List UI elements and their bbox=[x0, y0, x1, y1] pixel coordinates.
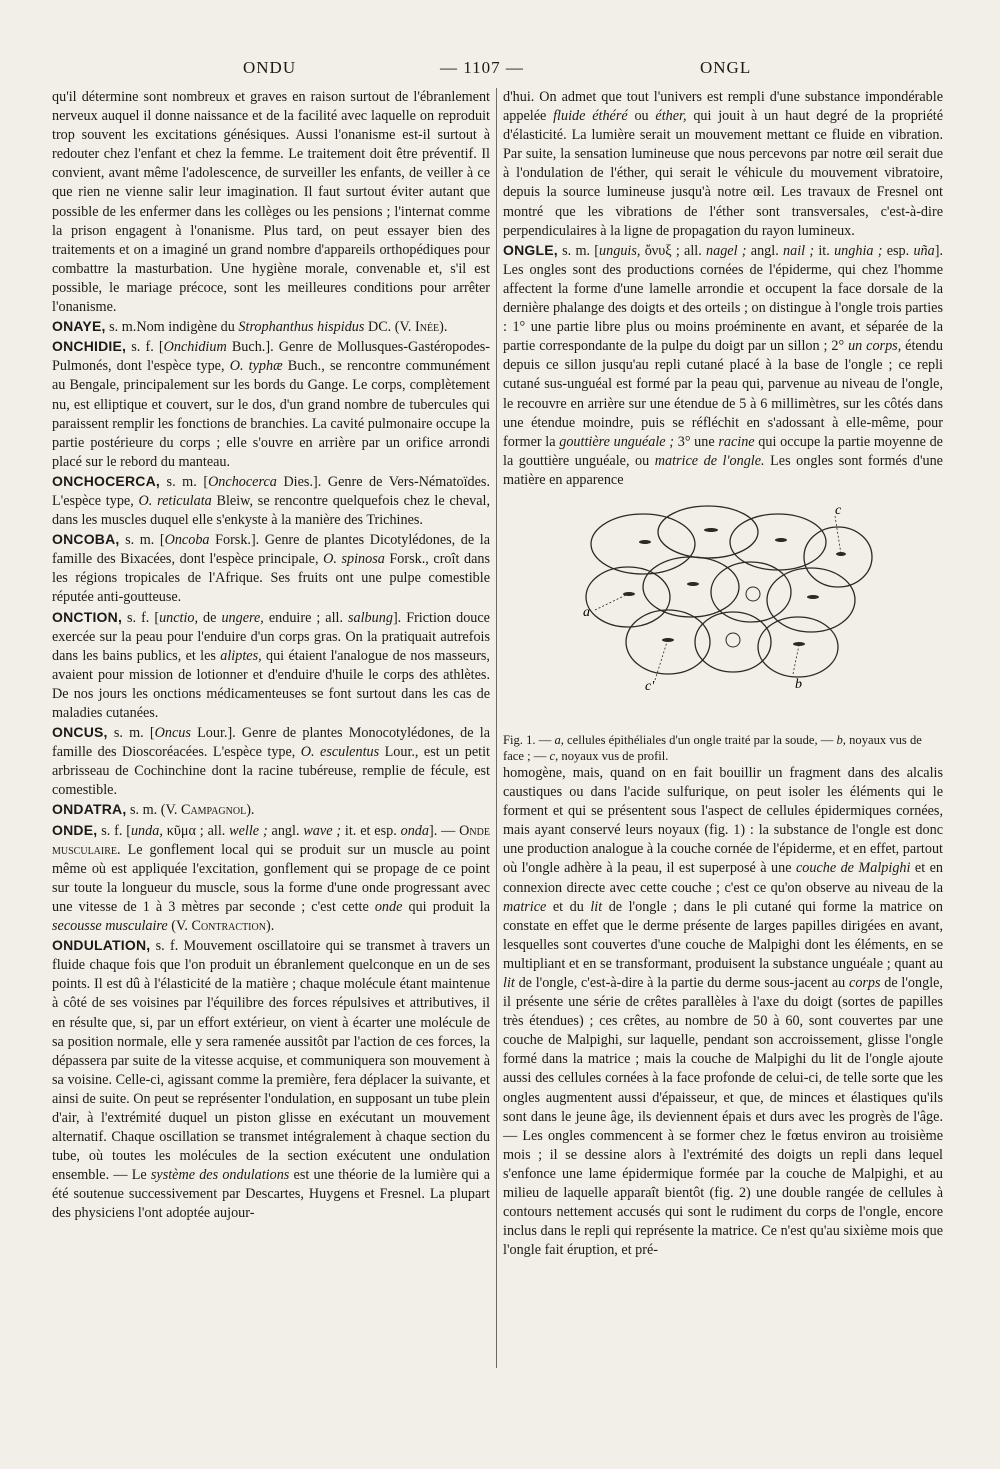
paragraph-ondulation-continued bbox=[503, 88, 943, 241]
entry-text: ). bbox=[439, 319, 448, 336]
entry-italic: racine bbox=[718, 433, 755, 450]
entry-italic: Onchocerca bbox=[208, 473, 277, 490]
running-head-left: ONDU bbox=[243, 58, 297, 77]
entry-italic: uña bbox=[913, 242, 935, 259]
caption-italic: b, bbox=[836, 732, 846, 747]
entry-text: ). bbox=[246, 802, 255, 819]
entry-text: s. f. [ bbox=[122, 609, 160, 626]
entry-text: ou bbox=[627, 108, 656, 125]
entry-italic: matrice bbox=[503, 898, 547, 915]
entry-oncoba bbox=[52, 530, 490, 607]
headword: ONCTION, bbox=[52, 608, 123, 625]
entry-italic: lit bbox=[590, 898, 603, 915]
entry-text: étendu depuis ce sillon jusqu'au repli cutané placé à la base de l'ongle ; ce repli cutané sus-unguéal est formé par la peau qui, parvenue au niveau de l'ongle, le recouvre en arrière sur une étendue de 5 à 6 millimètres, sur les côtés dans une étendue moindre, puis se réfléchit en s'adossant à elle-même, pour former la bbox=[503, 338, 943, 450]
entry-oncus bbox=[52, 723, 490, 800]
caption-text: cellules épithéliales d'un ongle traité par la soude, — bbox=[563, 732, 837, 747]
right-column bbox=[503, 88, 943, 1260]
entry-text: Lour.]. Genre de plantes Monocotylédones, de la famille des Dioscoréacées. L'espèce type, bbox=[52, 725, 490, 761]
entry-text: s. m. [ bbox=[159, 473, 209, 490]
entry-onction bbox=[52, 608, 490, 724]
entry-text: it. et esp. bbox=[341, 822, 401, 839]
entry-italic: Oncoba bbox=[164, 532, 210, 549]
running-head-right: ONGL bbox=[700, 58, 752, 77]
entry-text: enduire ; all. bbox=[263, 609, 348, 626]
left-column bbox=[52, 88, 490, 1378]
caption-text: noyaux vus de profil. bbox=[558, 748, 669, 763]
entry-text: qui produit la bbox=[402, 898, 490, 915]
entry-text: s. f. Mouvement oscillatoire qui se transmet à travers un fluide chaque fois que l'on produit un ébranlement quelconque en un de ses points. Il est dû à l'élasticité de la matière ; chaque molécule étant maintenue à côté de ses voisines par l'équilibre des forces répulsives et attributives, il en résulte que, si, par un effort extérieur, on vient à écarter une molécule de sa position normale, elle y sera ramenée aussitôt par l'action de ces forces, la dépassera par suite de la vitesse acquise, et communiquera son mouvement à sa voisine. Celle-ci, agissant comme la première, fera déplacer la suivante, et ainsi de suite. On peut se représenter l'ondulation, en supposant un tube plein d'air, à l'extrémité duquel un piston glisse en exécutant un mouvement alternatif. Chaque oscillation se transmet intégralement à chaque section du tube, où toutes les molécules de la section exécutent une ondulation ensemble. — Le bbox=[52, 938, 490, 1184]
headword: ONCOBA, bbox=[52, 531, 120, 548]
entry-onchocerca bbox=[52, 472, 490, 530]
entry-text: d'hui. On admet que tout l'univers est rempli d'une substance impondérable appelée bbox=[503, 89, 943, 125]
nail-cells-illustration bbox=[573, 502, 873, 692]
caption-text: noyaux vus de face ; — bbox=[503, 732, 922, 763]
entry-text: Dies.]. Genre de Vers-Nématoïdes. L'espèce type, bbox=[52, 473, 490, 509]
entry-text: ]. — bbox=[428, 822, 460, 839]
label-b: b bbox=[795, 676, 802, 692]
label-c: c bbox=[835, 502, 842, 518]
cross-reference: Contraction bbox=[191, 918, 266, 935]
entry-text: homogène, mais, quand on en fait bouillir un fragment dans des alcalis caustiques ou dans l'acide sulfurique, on peut isoler les éléments qui le forment et qui se présentent sous l'aspect de cellules épidermiques cornées, mais ayant conservé leurs noyaux (fig. 1) : la substance de l'ongle est donc une production analogue à la couche cornée de l'épiderme, et en effet, partout où l'ongle adhère à la peau, il est superposé à une bbox=[503, 764, 943, 877]
entry-italic: welle ; bbox=[229, 822, 268, 839]
entry-text: Lour., est un petit arbrisseau de Cochinchine dont la racine tubéreuse, remplie de fécule, est comestible. bbox=[52, 744, 490, 799]
entry-italic: couche de Malpighi bbox=[795, 860, 911, 877]
entry-text: ]. Friction douce exercée sur la peau pour l'enduire d'un corps gras. On la pratiquait autrefois dans les bains publics, et les bbox=[52, 609, 490, 664]
entry-text: et en connexion directe avec cette couche ; c'est ce qu'on observe au niveau de la bbox=[503, 860, 943, 896]
headword: ONCHIDIE, bbox=[52, 338, 127, 355]
entry-italic: lit bbox=[503, 975, 515, 991]
entry-text: qui occupe la partie moyenne de la gouttière unguéale, ou bbox=[503, 433, 943, 469]
entry-text: . Le gonflement local qui se produit sur un muscle au point même où est appliquée l'excitation, gonflement qui se propage de ce point sur toute la longueur du muscle, sous la forme d'une onde progressant avec une vitesse de 1 à 3 mètres par seconde ; c'est cette bbox=[52, 841, 490, 915]
entry-text: Bleiw, se rencontre quelquefois chez le cheval, dans les muscles duquel elle s'enkyste à la manière des Trichines. bbox=[52, 492, 490, 529]
entry-text: it. bbox=[814, 242, 835, 259]
entry-italic: Onchidium bbox=[163, 339, 227, 356]
entry-text: de bbox=[198, 609, 222, 626]
entry-italic: wave ; bbox=[303, 822, 342, 839]
entry-italic: O. spinosa bbox=[323, 551, 385, 568]
entry-text: est une théorie de la lumière qui a été soutenue successivement par Descartes, Huygens et Fresnel. La plupart des physiciens l'ont adoptée aujour- bbox=[52, 1167, 490, 1222]
entry-onaye bbox=[52, 317, 490, 337]
entry-italic: gouttière unguéale ; bbox=[559, 433, 675, 450]
entry-text: s. m. (V. bbox=[126, 802, 181, 819]
entry-text: qui étaient l'analogue de nos masseurs, avaient pour mission de lotionner et d'enduire d'huile le corps des athlètes. De nos jours les onctions médicamenteuses se font surtout dans les cas de maladies cutanées. bbox=[52, 647, 490, 721]
caption-italic: c, bbox=[549, 748, 559, 763]
entry-italic: unguis, bbox=[599, 242, 641, 259]
entry-italic: onda bbox=[400, 822, 429, 839]
entry-italic: onde bbox=[374, 898, 403, 915]
entry-text: ). bbox=[265, 918, 275, 935]
entry-text: (V. bbox=[167, 918, 192, 935]
figure-caption bbox=[503, 732, 943, 764]
entry-text: ]. Les ongles sont des productions cornées de l'épiderme, qui chez l'homme affectent la forme d'une lamelle arrondie et occupent la face dorsale de la dernière phalange des doigts et des orteils ; on distingue à l'ongle trois parties : 1° une partie libre plus ou moins proéminente en avant, et séparée de la partie correspondante de la pulpe du doigt par un sillon ; 2° bbox=[503, 242, 943, 355]
entry-text: Buch., se rencontre communément au Bengale, principalement sur les bords du Gange. Le corps, complètement nu, est elliptique et couvert, sur le dos, d'un grand nombre de tubercules qui paraissent remplir les fonctions de branchies. La cavité pulmonaire occupe la partie postérieure du corps ; elle s'ouvre en arrière par un orifice arrondi placé sur le rebord du manteau. bbox=[52, 358, 490, 470]
entry-italic: unctio, bbox=[159, 609, 199, 626]
entry-italic: matrice de l'ongle. bbox=[654, 452, 765, 469]
caption-text: Fig. 1. — bbox=[503, 732, 555, 747]
entry-text: s. f. [ bbox=[97, 822, 131, 839]
entry-italic: ungere, bbox=[221, 609, 264, 626]
cross-reference: Inée bbox=[415, 319, 440, 336]
entry-text: Les ongles sont formés d'une matière en apparence bbox=[503, 452, 943, 488]
headword: ONCHOCERCA, bbox=[52, 472, 160, 489]
entry-text: Buch.]. Genre de Mollusques-Gastéropodes-Pulmonés, dont l'espèce type, bbox=[52, 339, 490, 375]
entry-text: s. m. [ bbox=[107, 725, 155, 742]
entry-text: s. m. [ bbox=[119, 532, 165, 549]
entry-text: angl. bbox=[746, 242, 784, 259]
headword: ONGLE, bbox=[503, 241, 558, 258]
entry-italic: unghia ; bbox=[834, 242, 883, 259]
paragraph-ongle-continued bbox=[503, 764, 943, 1260]
entry-text: κῦμα ; all. bbox=[162, 822, 230, 839]
running-head bbox=[0, 58, 1000, 88]
entry-italic: O. reticulata bbox=[138, 492, 212, 509]
entry-italic: nagel ; bbox=[706, 242, 747, 259]
entry-text: de l'ongle, c'est-à-dire à la partie du derme sous-jacent au bbox=[514, 975, 850, 991]
cross-reference: Campagnol bbox=[180, 802, 247, 819]
entry-text: qui jouit à un haut degré de la propriété d'élasticité. La lumière serait un mouvement mettant ce fluide en vibration. Par suite, la sensation lumineuse que nous percevons par notre œil serait due à l'ondulation de l'éther, qui serait le véhicule du mouvement vibratoire, depuis la source lumineuse jusqu'à notre œil. Les travaux de Fresnel ont montré que les vibrations de l'éther sont transversales, c'est-à-dire perpendiculaires à la ligne de propagation du rayon lumineux. bbox=[503, 108, 943, 239]
entry-text: 3° une bbox=[674, 433, 719, 450]
entry-italic: unda, bbox=[130, 822, 163, 839]
entry-text: angl. bbox=[267, 822, 304, 839]
entry-italic: O. esculentus bbox=[300, 744, 380, 761]
headword: ONDE, bbox=[52, 821, 98, 838]
entry-italic: éther, bbox=[655, 108, 687, 125]
page-number: — 1107 — bbox=[440, 58, 524, 77]
entry-text: DC. (V. bbox=[364, 319, 415, 336]
label-a: a bbox=[583, 604, 590, 620]
entry-text: s. f. [ bbox=[126, 339, 164, 356]
entry-text: esp. bbox=[882, 242, 914, 259]
headword: ONDATRA, bbox=[52, 801, 127, 818]
entry-italic: système des ondulations bbox=[150, 1167, 290, 1184]
entry-onde bbox=[52, 821, 490, 937]
entry-text: et du bbox=[546, 898, 591, 915]
entry-text: s. m. [ bbox=[557, 242, 600, 259]
entry-onchidie bbox=[52, 337, 490, 472]
entry-italic: secousse musculaire bbox=[52, 918, 168, 935]
entry-text: Forsk.]. Genre de plantes Dicotylédones, de la famille des Bixacées, dont l'espèce principale, bbox=[52, 532, 490, 568]
entry-italic: fluide éthéré bbox=[553, 108, 628, 125]
entry-ondulation bbox=[52, 936, 490, 1223]
entry-text: Forsk., croît dans les régions tropicales de l'Afrique. Ses fruits ont une pulpe comestible réputée anti-goutteuse. bbox=[52, 551, 490, 606]
entry-italic: salbung bbox=[348, 609, 393, 626]
entry-italic: nail ; bbox=[783, 242, 815, 259]
entry-italic: O. typhæ bbox=[229, 358, 283, 375]
label-c-prime: c' bbox=[645, 678, 655, 692]
entry-italic: Strophanthus hispidus bbox=[238, 319, 365, 336]
entry-ondatra bbox=[52, 800, 490, 820]
entry-text: ὄνυξ ; all. bbox=[640, 242, 707, 259]
entry-italic: un corps, bbox=[848, 338, 902, 355]
entry-italic: aliptes, bbox=[220, 647, 262, 664]
entry-text: de l'ongle, il présente une série de crêtes parallèles à l'axe du doigt (sortes de papilles très étendues) ; ces crêtes, au nombre de 50 à 60, sont couvertes par une couche de Malpighi, sur laquelle, pendant son accroissement, glisse l'ongle formé dans la matrice ; mais la couche de Malpighi du lit de l'ongle ajoute aussi des cellules cornées à la face profonde de celui-ci, de telle sorte que les ongles augmentent aussi d'épaisseur, et que, de minces et élastiques qu'ils sont dans le jeune âge, ils deviennent épais et durs avec les progrès de l'âge. — Les ongles commencent à se former chez le fœtus environ au troisième mois ; il se dessine alors à l'extrémité des doigts un repli dans lequel s'enfonce une lame épidermique formée par la couche de Malpighi, et au milieu de laquelle apparaît bientôt (fig. 2) une double rangée de cellules à contours nettement accusés qui sont le rudiment du corps de l'ongle, encore inclus dans le repli qui représente la matrice. Ce n'est qu'au sixième mois que l'ongle fait éruption, et pré- bbox=[503, 975, 943, 1259]
column-rule bbox=[496, 88, 497, 1368]
entry-italic: corps bbox=[849, 975, 881, 991]
headword: ONCUS, bbox=[52, 724, 108, 741]
caption-italic: a, bbox=[554, 732, 564, 747]
entry-text: de l'ongle ; dans le pli cutané qui forme la matrice on constate en effet que le derme présente de larges papilles dirigées en avant, lesquelles sont couvertes d'une couche de Malpighi dont les éléments, en se multipliant et en se transformant, produisent la substance unguéale ; quant au bbox=[503, 898, 943, 972]
entry-italic: Oncus bbox=[154, 725, 191, 742]
headword: ONDULATION, bbox=[52, 937, 151, 954]
headword: ONAYE, bbox=[52, 318, 106, 335]
entry-ongle bbox=[503, 241, 943, 490]
entry-text: s. m.Nom indigène du bbox=[105, 319, 239, 336]
subheading: Onde musculaire bbox=[52, 822, 490, 858]
paragraph-onanisme-continued: qu'il détermine sont nombreux et graves en raison surtout de l'ébranlement nerveux auquel il donne naissance et de la facilité avec laquelle on reproduit trop souvent les excitations génésiques. Aussi l'onanisme est-il surtout à redouter chez l'enfant et chez la femme. Le traitement doit être préventif. Il convient, avant même l'adolescence, de surveiller les enfants, de veiller à ce que rien ne vienne salir leur imagination. Il faut surtout éviter autant que possible de les enfermer dans les collèges ou les pensions ; l'internat comme la prison engagent à l'onanisme. Plus tard, on peut essayer bien des traitements et on a imaginé un grand nombre d'appareils orthopédiques pour combattre la masturbation. Une hygiène morale, convenable et, s'il est possible, le mariage précoce, sont les meilleures conditions pour arrêter l'onanisme. bbox=[52, 89, 490, 316]
figure-1 bbox=[503, 502, 943, 732]
